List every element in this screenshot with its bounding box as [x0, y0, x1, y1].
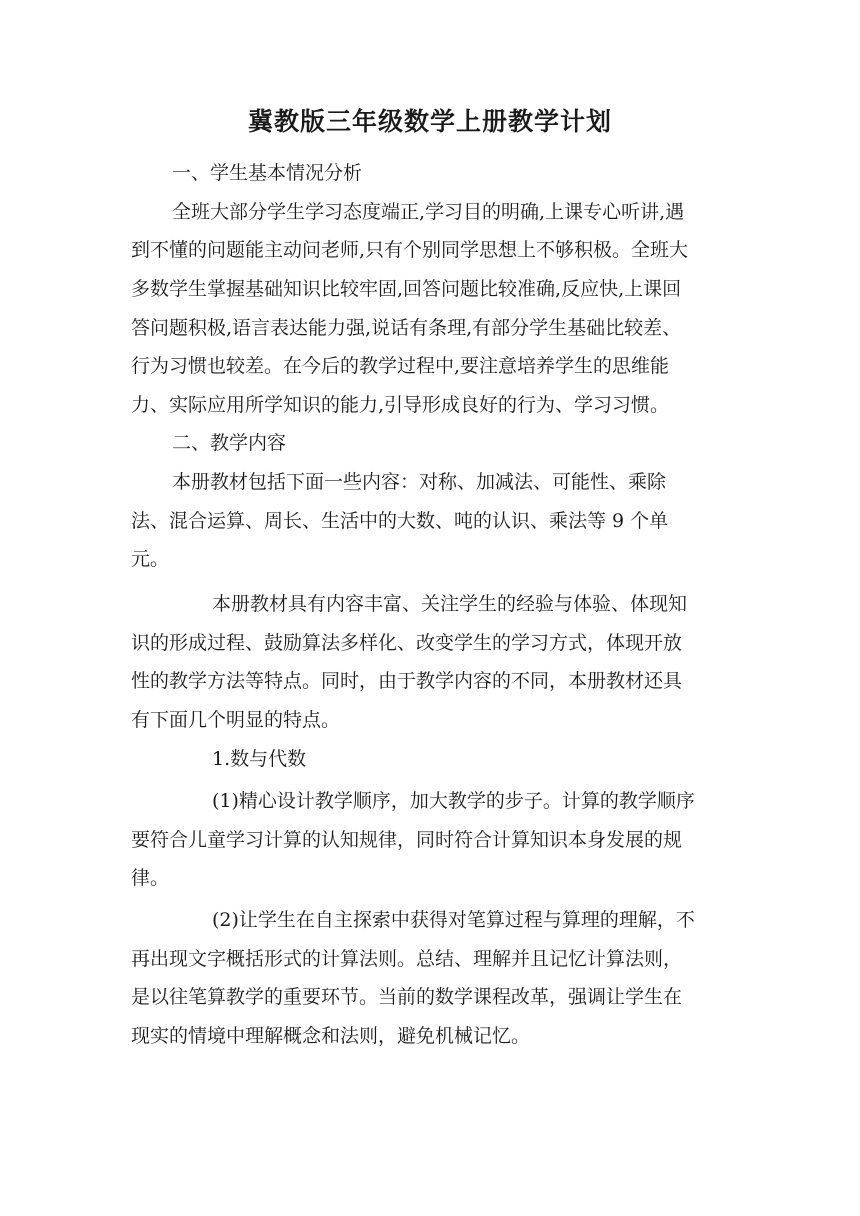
section-heading-teaching-content: 二、教学内容	[172, 432, 287, 454]
paragraph-line: 法、混合运算、周长、生活中的大数、吨的认识、乘法等 9 个单	[131, 510, 669, 532]
paragraph-line: 性的教学方法等特点。同时，由于教学内容的不同，本册教材还具	[131, 670, 683, 692]
paragraph-line: 到不懂的问题能主动问老师,只有个别同学思想上不够积极。全班大	[131, 239, 689, 261]
paragraph-line: 力、实际应用所学知识的能力,引导形成良好的行为、学习习惯。	[131, 394, 670, 416]
paragraph-line: 元。	[131, 548, 170, 570]
paragraph-line: 识的形成过程、鼓励算法多样化、改变学生的学习方式，体现开放	[131, 632, 683, 654]
paragraph-line: 现实的情境中理解概念和法则，避免机械记忆。	[131, 1025, 531, 1047]
paragraph-line: 多数学生掌握基础知识比较牢固,回答问题比较准确,反应快,上课回	[131, 278, 682, 300]
paragraph-line: (1)精心设计教学顺序，加大教学的步子。计算的教学顺序	[212, 790, 695, 812]
paragraph-line: 律。	[131, 867, 170, 889]
section-heading-student-analysis: 一、学生基本情况分析	[172, 162, 363, 184]
paragraph-line: (2)让学生在自主探索中获得对笔算过程与算理的理解，不	[212, 909, 695, 931]
paragraph-line: 是以往笔算教学的重要环节。当前的数学课程改革，强调让学生在	[131, 986, 683, 1008]
paragraph-line: 本册教材包括下面一些内容：对称、加减法、可能性、乘除	[172, 471, 667, 493]
paragraph-line: 全班大部分学生学习态度端正,学习目的明确,上课专心听讲,遇	[172, 201, 685, 223]
paragraph-line: 本册教材具有内容丰富、关注学生的经验与体验、体现知	[212, 593, 688, 615]
paragraph-line: 有下面几个明显的特点。	[131, 709, 341, 731]
document-title: 冀教版三年级数学上册教学计划	[247, 107, 612, 136]
paragraph-line: 答问题积极,语言表达能力强,说话有条理,有部分学生基础比较差、	[131, 317, 682, 339]
paragraph-line: 行为习惯也较差。在今后的教学过程中,要注意培养学生的思维能	[131, 355, 670, 377]
subsection-heading-number-algebra: 1.数与代数	[212, 748, 307, 770]
paragraph-line: 要符合儿童学习计算的认知规律，同时符合计算知识本身发展的规	[131, 829, 683, 851]
paragraph-line: 再出现文字概括形式的计算法则。总结、理解并且记忆计算法则，	[131, 948, 683, 970]
